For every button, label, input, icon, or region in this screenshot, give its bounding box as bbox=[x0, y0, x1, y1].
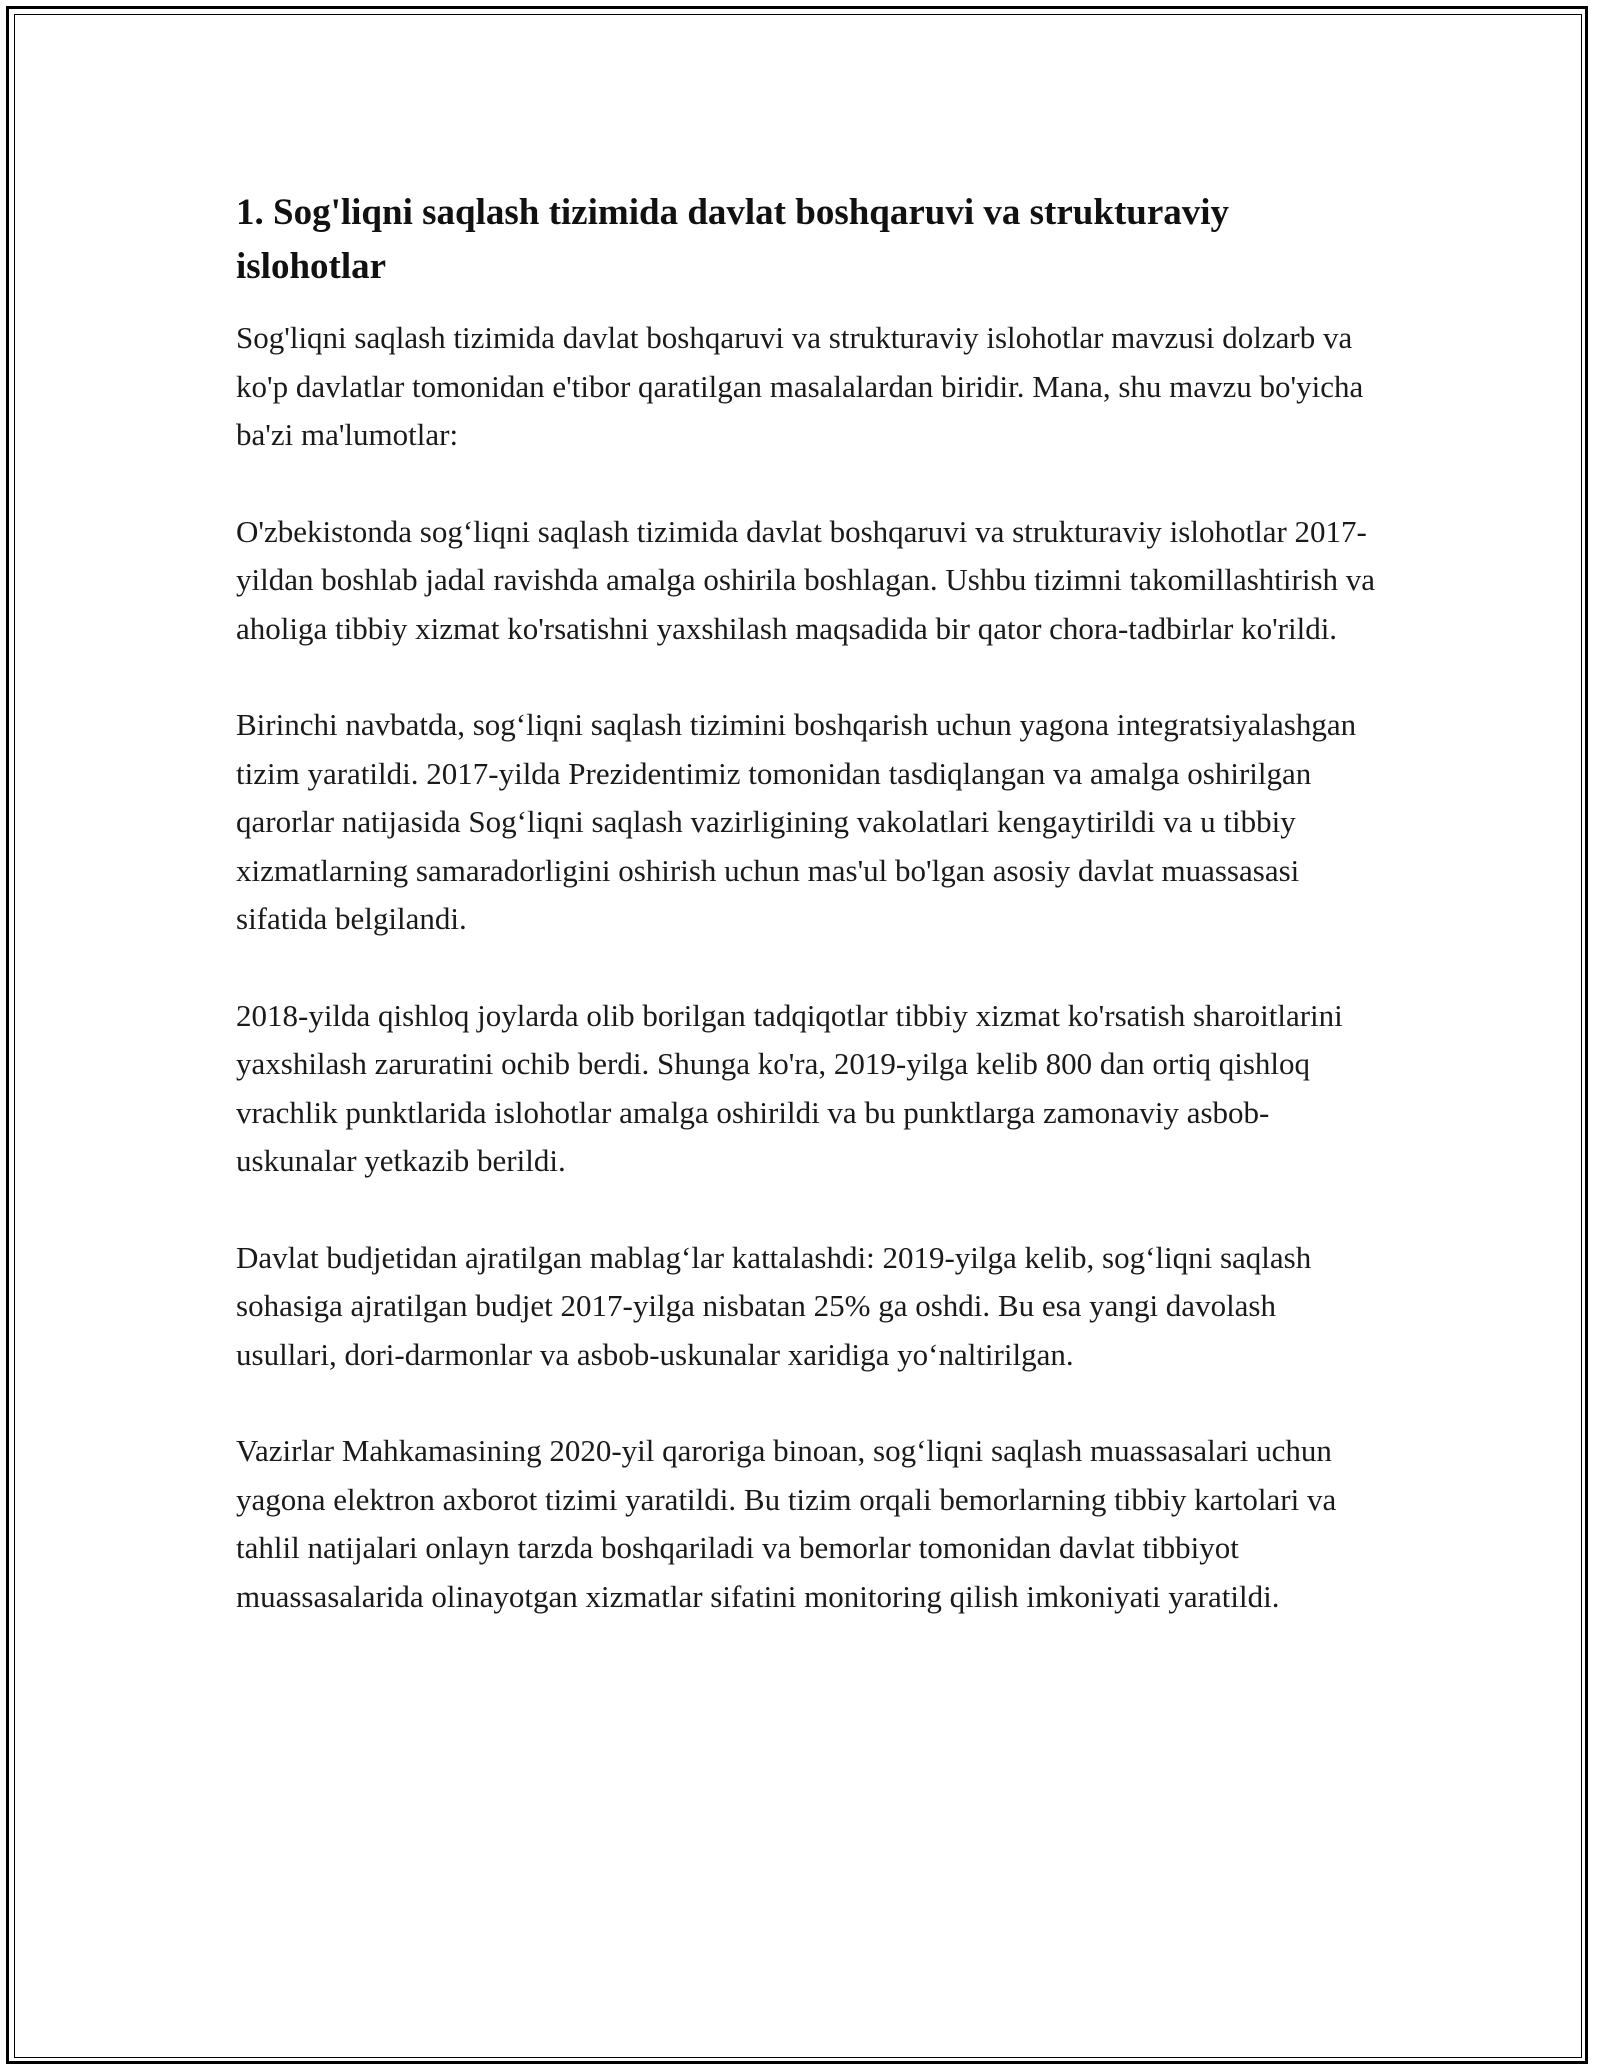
paragraph-ministry-authority: Birinchi navbatda, sog‘liqni saqlash tizimini boshqarish uchun yagona integratsiyalashgan tizim yaratildi. 2017-yilda Prezidentimiz tomonidan tasdiqlangan va amalga oshirilgan qarorlar natijasida Sog‘liqni saqlash vazirligining vakolatlari kengaytirildi va u tibbiy xizmatlarning samaradorligini oshirish uchun mas'ul bo'lgan asosiy davlat muassasasi sifatida belgilandi. bbox=[236, 707, 1357, 936]
paragraph-rural-clinics: 2018-yilda qishloq joylarda olib borilgan tadqiqotlar tibbiy xizmat ko'rsatish sharoitlarini yaxshilash zaruratini ochib berdi. Shunga ko'ra, 2019-yilga kelib 800 dan ortiq qishloq vrachlik punktlarida islohotlar amalga oshirildi va bu punktlarga zamonaviy asbob-uskunalar yetkazib berildi. bbox=[236, 997, 1343, 1178]
paragraph-reforms-2017: O'zbekistonda sog‘liqni saqlash tizimida davlat boshqaruvi va strukturaviy islohotlar 2017-yildan boshlab jadal ravishda amalga oshirila boshlagan. Ushbu tizimni takomillashtirish va aholiga tibbiy xizmat ko'rsatishni yaxshilash maqsadida bir qator chora-tadbirlar ko'rildi. bbox=[236, 513, 1376, 646]
paragraph-budget: Davlat budjetidan ajratilgan mablag‘lar kattalashdi: 2019-yilga kelib, sog‘liqni saqlash sohasiga ajratilgan budjet 2017-yilga nisbatan 25% ga oshdi. Bu esa yangi davolash usullari, dori-darmonlar va asbob-uskunalar xaridiga yo‘naltirilgan. bbox=[236, 1239, 1312, 1372]
paragraph-intro: Sog'liqni saqlash tizimida davlat boshqaruvi va strukturaviy islohotlar mavzusi dolzarb va ko'p davlatlar tomonidan e'tibor qaratilgan masalalardan biridir. Mana, shu mavzu bo'yicha ba'zi ma'lumotlar: bbox=[236, 320, 1364, 452]
document-body bbox=[236, 186, 1376, 1669]
paragraph-electronic-system: Vazirlar Mahkamasining 2020-yil qaroriga binoan, sog‘liqni saqlash muassasalari uchun yagona elektron axborot tizimi yaratildi. Bu tizim orqali bemorlarning tibbiy kartolari va tahlil natijalari onlayn tarzda boshqariladi va bemorlar tomonidan davlat tibbiyot muassasalarida olinayotgan xizmatlar sifatini monitoring qilish imkoniyati yaratildi. bbox=[236, 1433, 1337, 1614]
section-heading: 1. Sog'liqni saqlash tizimida davlat boshqaruvi va strukturaviy islohotlar bbox=[236, 192, 1230, 287]
